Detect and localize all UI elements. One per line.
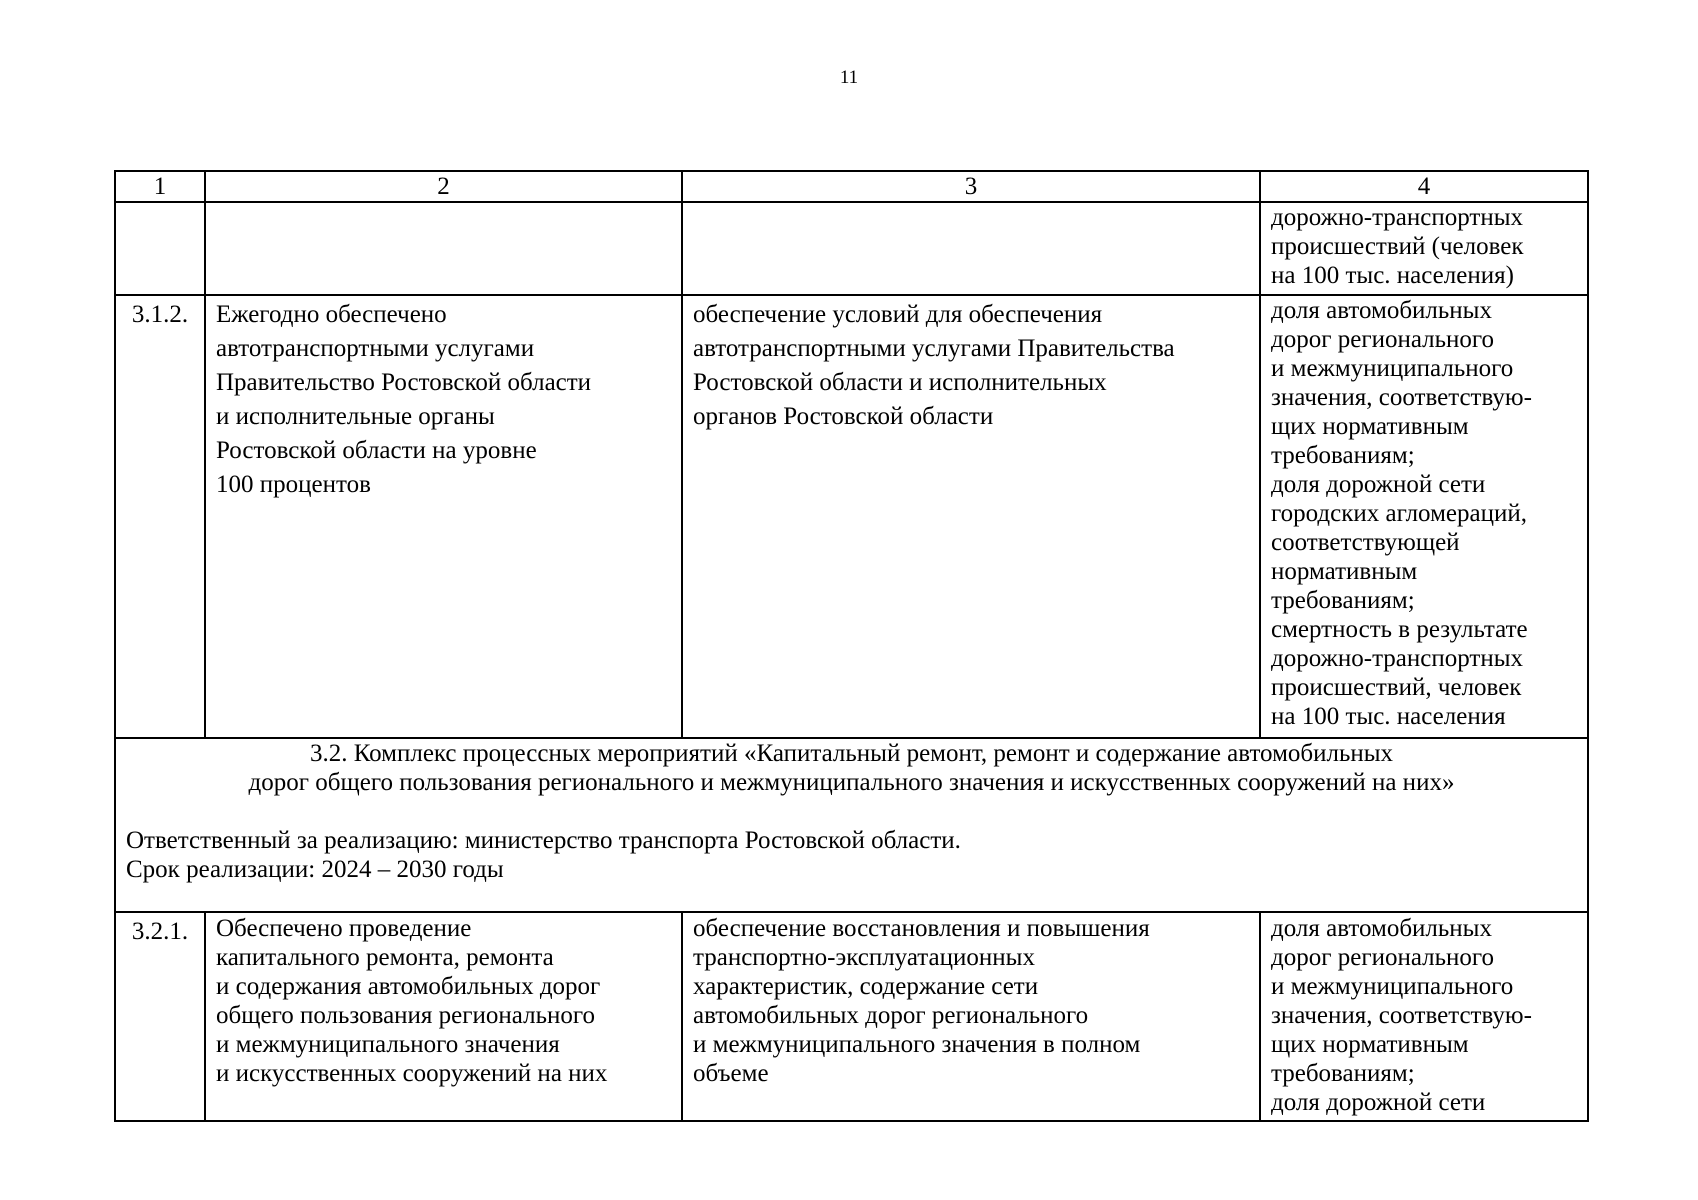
indicator-cell bbox=[1260, 202, 1588, 295]
header-col-3: 3 bbox=[682, 171, 1260, 202]
result-line: и исполнительные органы bbox=[216, 403, 495, 430]
result-line: капитального ремонта, ремонта bbox=[216, 944, 554, 971]
description-line: транспортно-эксплуатационных bbox=[693, 944, 1035, 971]
section-responsible: Ответственный за реализацию: министерство транспорта Ростовской области. bbox=[126, 827, 961, 854]
table-row bbox=[115, 295, 1588, 738]
indicator-line: требованиям; bbox=[1271, 1060, 1415, 1087]
indicator-line: смертность в результате bbox=[1271, 616, 1528, 643]
indicator-line: нормативным bbox=[1271, 558, 1418, 585]
table-row bbox=[115, 912, 1588, 1121]
result-cell bbox=[205, 202, 682, 295]
result-line: и содержания автомобильных дорог bbox=[216, 973, 601, 1000]
indicator-line: требованиям; bbox=[1271, 587, 1415, 614]
header-col-2: 2 bbox=[205, 171, 682, 202]
indicator-line: соответствующей bbox=[1271, 529, 1460, 556]
indicator-line: доля автомобильных bbox=[1271, 297, 1492, 324]
description-line: и межмуниципального значения в полном bbox=[693, 1031, 1141, 1058]
description-line: обеспечение восстановления и повышения bbox=[693, 915, 1150, 942]
indicator-line: происшествий, человек bbox=[1271, 674, 1522, 701]
indicator-line: доля автомобильных bbox=[1271, 915, 1492, 942]
header-col-4: 4 bbox=[1260, 171, 1588, 202]
header-col-1: 1 bbox=[115, 171, 205, 202]
description-line: автотранспортными услугами Правительства bbox=[693, 335, 1175, 362]
section-period: Срок реализации: 2024 – 2030 годы bbox=[126, 856, 504, 883]
result-line: Обеспечено проведение bbox=[216, 915, 472, 942]
row-number-cell bbox=[115, 202, 205, 295]
section-title-line: 3.2. Комплекс процессных мероприятий «Капитальный ремонт, ремонт и содержание автомобильных bbox=[309, 740, 1394, 767]
indicator-line: доля дорожной сети bbox=[1271, 471, 1486, 498]
section-title-line: дорог общего пользования регионального и межмуниципального значения и искусственных сооружений на них» bbox=[248, 769, 1455, 796]
indicator-line: дорог регионального bbox=[1271, 326, 1495, 353]
description-cell bbox=[682, 912, 1260, 1121]
result-line: автотранспортными услугами bbox=[216, 335, 535, 362]
description-line: органов Ростовской области bbox=[693, 403, 994, 430]
result-line: и искусственных сооружений на них bbox=[216, 1060, 608, 1087]
section-cell bbox=[115, 738, 1588, 912]
row-number-cell: 3.2.1. bbox=[115, 912, 205, 1121]
table-row bbox=[115, 202, 1588, 295]
indicator-cell bbox=[1260, 912, 1588, 1121]
measures-table bbox=[114, 170, 1589, 1122]
description-line: Ростовской области и исполнительных bbox=[693, 369, 1107, 396]
result-line: Правительство Ростовской области bbox=[216, 369, 592, 396]
indicator-cell bbox=[1260, 295, 1588, 738]
row-number-cell: 3.1.2. bbox=[115, 295, 205, 738]
description-line: характеристик, содержание сети bbox=[693, 973, 1039, 1000]
indicator-line: и межмуниципального bbox=[1271, 355, 1514, 382]
indicator-line: на 100 тыс. населения bbox=[1271, 703, 1506, 730]
result-cell bbox=[205, 912, 682, 1121]
description-cell bbox=[682, 295, 1260, 738]
result-line: и межмуниципального значения bbox=[216, 1031, 560, 1058]
table-header-row bbox=[115, 171, 1588, 202]
result-line: Ежегодно обеспечено bbox=[216, 301, 447, 328]
indicator-line: происшествий (человек bbox=[1271, 233, 1524, 260]
result-cell bbox=[205, 295, 682, 738]
section-row bbox=[115, 738, 1588, 912]
indicator-line: щих нормативным bbox=[1271, 413, 1469, 440]
indicator-line: щих нормативным bbox=[1271, 1031, 1469, 1058]
description-line: обеспечение условий для обеспечения bbox=[693, 301, 1103, 328]
indicator-line: на 100 тыс. населения) bbox=[1271, 262, 1514, 289]
section-title bbox=[126, 739, 1577, 797]
indicator-line: значения, соответствую- bbox=[1271, 384, 1532, 411]
description-cell bbox=[682, 202, 1260, 295]
indicator-line: дорожно-транспортных bbox=[1271, 204, 1524, 231]
indicator-line: дорог регионального bbox=[1271, 944, 1495, 971]
indicator-line: городских агломераций, bbox=[1271, 500, 1527, 527]
indicator-line: дорожно-транспортных bbox=[1271, 645, 1524, 672]
indicator-line: значения, соответствую- bbox=[1271, 1002, 1532, 1029]
indicator-line: доля дорожной сети bbox=[1271, 1089, 1486, 1116]
indicator-line: требованиям; bbox=[1271, 442, 1415, 469]
result-line: общего пользования регионального bbox=[216, 1002, 595, 1029]
description-line: объеме bbox=[693, 1060, 769, 1087]
result-line: Ростовской области на уровне bbox=[216, 437, 537, 464]
indicator-line: и межмуниципального bbox=[1271, 973, 1514, 1000]
description-line: автомобильных дорог регионального bbox=[693, 1002, 1089, 1029]
page-number: 11 bbox=[839, 67, 859, 88]
result-line: 100 процентов bbox=[216, 471, 371, 498]
